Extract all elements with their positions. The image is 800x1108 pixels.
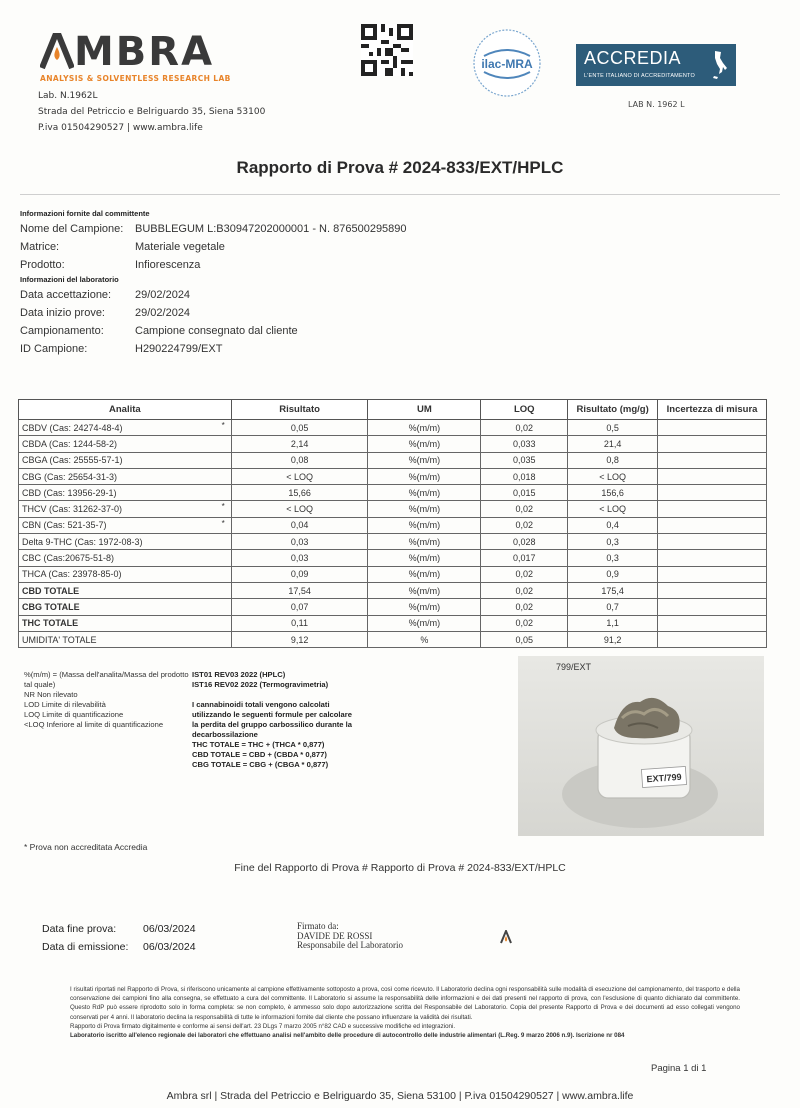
cell-result-mg-text: 21,4 [603, 438, 622, 449]
cell-loq [481, 452, 568, 468]
table-row [19, 566, 767, 582]
cell-result-mg [568, 599, 658, 615]
cell-loq [481, 468, 568, 484]
cell-analyte-text: CBC (Cas:20675-51-8) [22, 553, 115, 564]
cell-um [368, 631, 481, 647]
table-row [19, 468, 767, 484]
cell-um-text: %(m/m) [408, 618, 441, 629]
cell-result-mg-text: 156,6 [601, 487, 624, 498]
cell-result-mg [568, 452, 658, 468]
cell-result [231, 599, 368, 615]
cell-result [231, 566, 368, 582]
cell-result-text: 9,12 [290, 634, 309, 645]
logo-subtitle: ANALYSIS & SOLVENTLESS RESEARCH LAB [40, 74, 231, 83]
cell-loq-text: 0,02 [515, 520, 534, 531]
logo-wordmark: MBRA [74, 29, 215, 75]
accreditation-footnote: * Prova non accreditata Accredia [24, 842, 148, 852]
cell-loq-text: 0,05 [515, 634, 534, 645]
cell-loq-text: 0,035 [512, 455, 536, 466]
cell-analyte [19, 615, 232, 631]
cell-result-text: 15,66 [288, 487, 311, 498]
cell-loq-text: 0,02 [515, 422, 534, 433]
cell-um [368, 420, 481, 436]
method-item: IST16 REV02 2022 (Termogravimetria) [192, 680, 329, 689]
info-value: H290224799/EXT [135, 343, 223, 355]
cell-analyte-text: CBGA (Cas: 25555-57-1) [22, 455, 123, 466]
cell-analyte [19, 485, 232, 501]
col-header-result-mg: Risultato (mg/g) [568, 400, 658, 420]
cell-result [231, 452, 368, 468]
info-label: Matrice: [20, 241, 60, 253]
cell-loq-text: 0,02 [515, 504, 534, 515]
cell-uncertainty [658, 468, 767, 484]
cell-loq [481, 582, 568, 598]
legend-item: LOD Limite di rilevabilità [24, 700, 106, 709]
cell-result-mg-text: 0,5 [606, 422, 619, 433]
col-header-result: Risultato [231, 400, 368, 420]
info-label: Prodotto: [20, 259, 65, 271]
legal-text-2: Rapporto di Prova firmato digitalmente e conforme ai sensi dell'art. 23 DLgs 7 marzo 2005 n°82 CAD e successive modifiche ed integrazioni. [70, 1022, 456, 1030]
cell-analyte [19, 550, 232, 566]
cell-result-mg [568, 501, 658, 517]
report-title: Rapporto di Prova # 2024-833/EXT/HPLC [236, 158, 564, 177]
cell-um [368, 452, 481, 468]
table-row [19, 452, 767, 468]
photo-top-label: 799/EXT [556, 662, 592, 672]
cell-um-text: % [420, 634, 429, 645]
info-value: 29/02/2024 [135, 307, 191, 319]
non-accredited-marker: * [221, 502, 225, 512]
method-notes [192, 670, 352, 770]
ilac-text: ilac-MRA [481, 57, 533, 71]
formula-intro: I cannabinoidi totali vengono calcolati utilizzando le seguenti formule per calcolare la perdita del gruppo carbossilico durante la decarbossilazione [192, 700, 352, 739]
info-row [20, 304, 780, 322]
date-value: 06/03/2024 [143, 923, 196, 935]
info-label: Campionamento: [20, 325, 104, 337]
info-label: Nome del Campione: [20, 223, 124, 235]
cell-result-mg [568, 420, 658, 436]
cell-loq [481, 420, 568, 436]
legal-disclaimer [70, 985, 740, 1040]
cell-um [368, 436, 481, 452]
cell-result [231, 517, 368, 533]
page-footer: Ambra srl | Strada del Petriccio e Belriguardo 35, Siena 53100 | P.iva 01504290527 | www.ambra.life [166, 1090, 634, 1102]
cell-uncertainty [658, 582, 767, 598]
table-row [19, 534, 767, 550]
cell-uncertainty [658, 452, 767, 468]
cell-result-mg-text: 0,7 [606, 601, 619, 612]
cell-uncertainty [658, 631, 767, 647]
info-row [20, 256, 780, 274]
table-row [19, 501, 767, 517]
cell-analyte [19, 420, 232, 436]
cell-result-text: < LOQ [286, 471, 313, 482]
date-label: Data fine prova: [42, 923, 117, 935]
table-row [19, 517, 767, 533]
cell-um [368, 615, 481, 631]
cell-uncertainty [658, 599, 767, 615]
cell-result-text: 0,03 [290, 536, 309, 547]
cell-result-mg-text: 0,3 [606, 536, 619, 547]
col-header-um: UM [368, 400, 481, 420]
cell-analyte-text: UMIDITA' TOTALE [22, 634, 97, 645]
cell-loq-text: 0,02 [515, 601, 534, 612]
cell-um-text: %(m/m) [408, 601, 441, 612]
cell-uncertainty [658, 615, 767, 631]
signature-logo-icon [500, 930, 512, 944]
sample-jar-image [518, 656, 764, 836]
lab-vat-web: P.iva 01504290527 | www.ambra.life [38, 123, 203, 133]
cell-um [368, 501, 481, 517]
cell-um-text: %(m/m) [408, 504, 441, 515]
cell-um [368, 485, 481, 501]
cell-loq-text: 0,015 [512, 487, 536, 498]
lab-number: Lab. N.1962L [38, 91, 98, 101]
lab-info-heading: Informazioni del laboratorio [20, 275, 119, 284]
info-row [20, 238, 780, 256]
cell-analyte [19, 534, 232, 550]
cell-analyte-text: CBG (Cas: 25654-31-3) [22, 471, 118, 482]
lab-address: Strada del Petriccio e Belriguardo 35, Siena 53100 [38, 107, 266, 117]
cell-result [231, 615, 368, 631]
qr-code-icon[interactable] [361, 24, 413, 76]
cell-uncertainty [658, 550, 767, 566]
cell-loq-text: 0,028 [512, 536, 536, 547]
cell-analyte-text: CBDA (Cas: 1244-58-2) [22, 438, 118, 449]
cell-analyte-text: CBD TOTALE [22, 585, 80, 596]
cell-analyte [19, 452, 232, 468]
cell-um [368, 582, 481, 598]
cell-analyte-text: CBD (Cas: 13956-29-1) [22, 487, 117, 498]
info-row [20, 286, 780, 304]
cell-analyte [19, 631, 232, 647]
cell-result-mg-text: 1,1 [606, 618, 619, 629]
cell-loq [481, 485, 568, 501]
info-row [20, 322, 780, 340]
cell-result-text: 0,07 [290, 601, 309, 612]
legal-text: I risultati riportati nel Rapporto di Prova, si riferiscono unicamente al campione effettivamente sottoposto a prova, così come ricevuto. Il Laboratorio declina ogni responsabilità sulle modalità di esecuzione del campionamento, del trasporto e della conservazione dei campioni fino alla consegna, se effettuato a cura del committente. Il Laboratorio si assume la responsabilità delle informazioni e dei dati presenti nel rapporto di prova, con l'esclusione di quanto dichiarato dal committente. Questo RdP può essere riprodotto solo in forma completa: se non completo, è ammesso solo dopo autorizzazione scritta del Responsabile del Laboratorio. Copia del presente Rapporto di Prova e dei documenti ad esso collegati vengono conservati per 4 anni. Il laboratorio declina la responsabilità di tutte le informazioni fornite dal cliente che possano influenzare la validità dei risultati. [70, 986, 740, 1021]
cell-loq-text: 0,033 [512, 438, 536, 449]
cell-um [368, 550, 481, 566]
cell-uncertainty [658, 485, 767, 501]
cell-um [368, 599, 481, 615]
date-value: 06/03/2024 [143, 941, 196, 953]
formula-item: THC TOTALE = THC + (THCA * 0,877) [192, 740, 325, 749]
method-item: IST01 REV03 2022 (HPLC) [192, 670, 286, 679]
client-info-heading: Informazioni fornite dal committente [20, 209, 150, 218]
legend-notes [24, 670, 189, 730]
cell-result [231, 436, 368, 452]
cell-uncertainty [658, 517, 767, 533]
cell-analyte [19, 501, 232, 517]
cell-uncertainty [658, 566, 767, 582]
signature-block [297, 922, 403, 951]
cell-loq-text: 0,018 [512, 471, 536, 482]
cell-uncertainty [658, 420, 767, 436]
table-header-row [19, 400, 767, 420]
date-label: Data di emissione: [42, 941, 129, 953]
cell-um-text: %(m/m) [408, 422, 441, 433]
cell-analyte [19, 517, 232, 533]
results-body [19, 420, 767, 648]
info-value: Infiorescenza [135, 259, 201, 271]
cell-result-mg-text: 0,9 [606, 569, 619, 580]
formula-item: CBG TOTALE = CBG + (CBGA * 0,877) [192, 760, 329, 769]
cell-result [231, 468, 368, 484]
legal-text-3: Laboratorio iscritto all'elenco regionale dei laboratori che effettuano analisi nell'ambito delle procedure di autocontrollo delle industrie alimentari (L.Reg. 9 marzo 2006 n.9). Iscrizione nr 084 [70, 1032, 625, 1040]
legend-item: %(m/m) = (Massa dell'analita/Massa del prodotto tal quale) [24, 670, 189, 689]
col-header-uncertainty: Incertezza di misura [658, 400, 767, 420]
ambra-logo [40, 29, 231, 83]
cell-result-mg [568, 582, 658, 598]
cell-analyte [19, 599, 232, 615]
info-value: 29/02/2024 [135, 289, 191, 301]
cell-result-mg-text: 175,4 [601, 585, 624, 596]
cell-result-mg [568, 615, 658, 631]
cell-uncertainty [658, 501, 767, 517]
cell-um [368, 468, 481, 484]
cell-analyte [19, 566, 232, 582]
col-header-analyte: Analita [19, 400, 232, 420]
cell-um-text: %(m/m) [408, 520, 441, 531]
cell-analyte-text: CBN (Cas: 521-35-7) [22, 520, 107, 531]
cell-result-text: 0,03 [290, 553, 309, 564]
cell-um-text: %(m/m) [408, 487, 441, 498]
info-value: Materiale vegetale [135, 241, 225, 253]
cell-loq [481, 501, 568, 517]
cell-result-mg [568, 534, 658, 550]
cell-result [231, 550, 368, 566]
cell-result [231, 631, 368, 647]
cell-result [231, 501, 368, 517]
table-row [19, 631, 767, 647]
cell-result [231, 534, 368, 550]
cell-result [231, 485, 368, 501]
cell-result-text: < LOQ [286, 504, 313, 515]
cell-result-text: 0,08 [290, 455, 309, 466]
cell-result-mg [568, 566, 658, 582]
cell-result-text: 0,09 [290, 569, 309, 580]
cell-result-mg-text: < LOQ [599, 471, 627, 482]
table-row [19, 615, 767, 631]
sample-photo [518, 656, 764, 836]
cell-um-text: %(m/m) [408, 536, 441, 547]
info-value: Campione consegnato dal cliente [135, 325, 298, 337]
table-row [19, 436, 767, 452]
signer-role: Responsabile del Laboratorio [297, 940, 403, 950]
cell-loq-text: 0,02 [515, 618, 534, 629]
cell-result-text: 2,14 [290, 438, 309, 449]
cell-analyte-text: THCA (Cas: 23978-85-0) [22, 569, 122, 580]
cell-analyte-text: THCV (Cas: 31262-37-0) [22, 504, 123, 515]
cell-result-mg-text: < LOQ [599, 504, 627, 515]
non-accredited-marker: * [221, 518, 225, 528]
italy-map-icon [712, 50, 728, 80]
cell-loq-text: 0,02 [515, 585, 534, 596]
results-table [18, 399, 767, 648]
cell-um [368, 566, 481, 582]
info-value: BUBBLEGUM L:B30947202000001 - N. 876500295890 [135, 223, 407, 235]
page-number: Pagina 1 di 1 [651, 1063, 707, 1074]
cell-analyte-text: Delta 9-THC (Cas: 1972-08-3) [22, 536, 143, 547]
formula-item: CBD TOTALE = CBD + (CBDA * 0,877) [192, 750, 327, 759]
cell-analyte [19, 582, 232, 598]
cell-result-mg-text: 91,2 [603, 634, 622, 645]
dates-block [42, 920, 196, 956]
cell-result-mg-text: 0,4 [606, 520, 619, 531]
lab-number-right: LAB N. 1962 L [628, 100, 685, 109]
info-label: ID Campione: [20, 343, 88, 355]
cell-um-text: %(m/m) [408, 569, 441, 580]
cell-loq [481, 517, 568, 533]
cell-analyte-text: THC TOTALE [22, 618, 79, 629]
cell-loq-text: 0,017 [512, 553, 536, 564]
ilac-mra-badge-icon [472, 28, 542, 98]
cell-um-text: %(m/m) [408, 438, 441, 449]
signer-name: DAVIDE DE ROSSI [297, 930, 373, 941]
cell-result-text: 17,54 [288, 585, 311, 596]
cell-result-mg-text: 0,3 [606, 553, 619, 564]
cell-um-text: %(m/m) [408, 585, 441, 596]
accredia-badge [576, 44, 736, 86]
cell-result-mg [568, 517, 658, 533]
jar-label: EXT/799 [646, 771, 682, 785]
cell-analyte [19, 436, 232, 452]
legend-item: NR Non rilevato [24, 690, 78, 699]
divider [20, 194, 780, 195]
table-row [19, 485, 767, 501]
cell-result-text: 0,05 [290, 422, 309, 433]
cell-loq [481, 599, 568, 615]
cell-um-text: %(m/m) [408, 455, 441, 466]
cell-result-mg-text: 0,8 [606, 455, 619, 466]
logo-a-shape [40, 33, 74, 69]
non-accredited-marker: * [221, 421, 225, 430]
cell-result [231, 582, 368, 598]
info-row [20, 220, 780, 238]
cell-loq [481, 615, 568, 631]
cell-result-text: 0,04 [290, 520, 309, 531]
col-header-loq: LOQ [481, 400, 568, 420]
cell-loq [481, 631, 568, 647]
table-row [19, 599, 767, 615]
cell-um-text: %(m/m) [408, 553, 441, 564]
legend-item: <LOQ Inferiore al limite di quantificazione [24, 720, 164, 729]
cell-result-text: 0,11 [291, 618, 309, 629]
accredia-subtitle: L'ENTE ITALIANO DI ACCREDITAMENTO [584, 73, 695, 79]
cell-loq [481, 550, 568, 566]
cell-uncertainty [658, 534, 767, 550]
cell-analyte [19, 468, 232, 484]
cell-result-mg [568, 550, 658, 566]
lab-address-block [38, 88, 265, 136]
info-row [20, 340, 780, 358]
cell-um [368, 534, 481, 550]
info-label: Data accettazione: [20, 289, 112, 301]
cell-loq-text: 0,02 [515, 569, 534, 580]
signed-by-label: Firmato da: [297, 921, 339, 931]
table-row [19, 420, 767, 436]
cell-loq [481, 436, 568, 452]
sample-info [20, 208, 780, 358]
cell-analyte-text: CBG TOTALE [22, 601, 80, 612]
cell-uncertainty [658, 436, 767, 452]
table-row [19, 582, 767, 598]
legend-item: LOQ Limite di quantificazione [24, 710, 124, 719]
date-row [42, 920, 196, 938]
cell-result-mg [568, 631, 658, 647]
cell-um-text: %(m/m) [408, 471, 441, 482]
end-of-report-line: Fine del Rapporto di Prova # Rapporto di Prova # 2024-833/EXT/HPLC [234, 862, 566, 874]
cell-loq [481, 534, 568, 550]
date-row [42, 938, 196, 956]
cell-result [231, 420, 368, 436]
accredia-title: ACCREDIA [584, 48, 682, 68]
cell-analyte-text: CBDV (Cas: 24274-48-4) [22, 422, 123, 433]
table-row [19, 550, 767, 566]
cell-result-mg [568, 485, 658, 501]
info-label: Data inizio prove: [20, 307, 105, 319]
cell-loq [481, 566, 568, 582]
cell-um [368, 517, 481, 533]
cell-result-mg [568, 436, 658, 452]
cell-result-mg [568, 468, 658, 484]
